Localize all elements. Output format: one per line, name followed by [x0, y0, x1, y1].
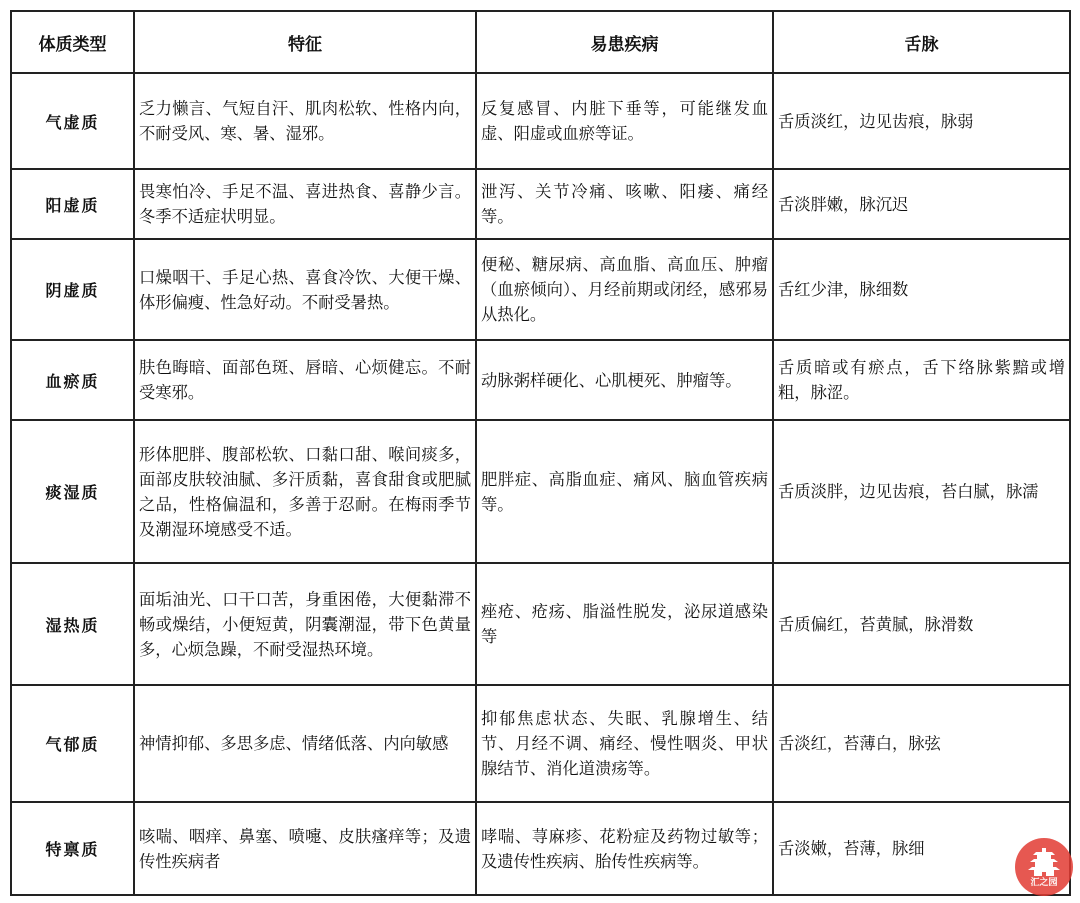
- table-row: [11, 169, 1070, 239]
- table-row: [11, 340, 1070, 420]
- header-diseases: 易患疾病: [476, 11, 773, 73]
- constitution-type: 气郁质: [11, 685, 134, 802]
- features-cell: 形体肥胖、腹部松软、口黏口甜、喉间痰多，面部皮肤较油腻、多汗质黏，喜食甜食或肥腻之品，性格偏温和，多善于忍耐。在梅雨季节及潮湿环境感受不适。: [134, 420, 476, 563]
- tongue-pulse-cell: 舌红少津，脉细数: [773, 239, 1070, 340]
- tongue-pulse-cell: 舌淡红，苔薄白，脉弦: [773, 685, 1070, 802]
- diseases-cell: 肥胖症、高脂血症、痛风、脑血管疾病等。: [476, 420, 773, 563]
- diseases-cell: 抑郁焦虑状态、失眠、乳腺增生、结节、月经不调、痛经、慢性咽炎、甲状腺结节、消化道溃疡等。: [476, 685, 773, 802]
- tongue-pulse-cell: 舌淡嫩，苔薄，脉细: [773, 802, 1070, 895]
- table-row: [11, 420, 1070, 563]
- features-cell: 口燥咽干、手足心热、喜食冷饮、大便干燥、体形偏瘦、性急好动。不耐受暑热。: [134, 239, 476, 340]
- header-type: 体质类型: [11, 11, 134, 73]
- diseases-cell: 痤疮、疮疡、脂溢性脱发，泌尿道感染等: [476, 563, 773, 685]
- table-row: [11, 802, 1070, 895]
- tongue-pulse-cell: 舌质淡红，边见齿痕，脉弱: [773, 73, 1070, 169]
- diseases-cell: 反复感冒、内脏下垂等，可能继发血虚、阳虚或血瘀等证。: [476, 73, 773, 169]
- constitution-table: [10, 10, 1071, 896]
- pagoda-icon: [1027, 847, 1061, 877]
- features-cell: 乏力懒言、气短自汗、肌肉松软、性格内向，不耐受风、寒、暑、湿邪。: [134, 73, 476, 169]
- features-cell: 面垢油光、口干口苦，身重困倦，大便黏滞不畅或燥结，小便短黄，阴囊潮湿，带下色黄量多，心烦急躁，不耐受湿热环境。: [134, 563, 476, 685]
- tongue-pulse-cell: 舌淡胖嫩，脉沉迟: [773, 169, 1070, 239]
- table-row: [11, 563, 1070, 685]
- constitution-type: 血瘀质: [11, 340, 134, 420]
- diseases-cell: 动脉粥样硬化、心肌梗死、肿瘤等。: [476, 340, 773, 420]
- features-cell: 神情抑郁、多思多虑、情绪低落、内向敏感: [134, 685, 476, 802]
- constitution-type: 湿热质: [11, 563, 134, 685]
- features-cell: 畏寒怕冷、手足不温、喜进热食、喜静少言。冬季不适症状明显。: [134, 169, 476, 239]
- header-tongue-pulse: 舌脉: [773, 11, 1070, 73]
- features-cell: 咳喘、咽痒、鼻塞、喷嚏、皮肤瘙痒等；及遗传性疾病者: [134, 802, 476, 895]
- tongue-pulse-cell: 舌质淡胖，边见齿痕，苔白腻，脉濡: [773, 420, 1070, 563]
- tongue-pulse-cell: 舌质偏红，苔黄腻，脉滑数: [773, 563, 1070, 685]
- diseases-cell: 哮喘、荨麻疹、花粉症及药物过敏等；及遗传性疾病、胎传性疾病等。: [476, 802, 773, 895]
- diseases-cell: 便秘、糖尿病、高血脂、高血压、肿瘤（血瘀倾向）、月经前期或闭经，感邪易从热化。: [476, 239, 773, 340]
- tongue-pulse-cell: 舌质暗或有瘀点，舌下络脉紫黯或增粗，脉涩。: [773, 340, 1070, 420]
- constitution-type: 气虚质: [11, 73, 134, 169]
- watermark-text: 汇之园: [1030, 877, 1058, 888]
- table-row: [11, 239, 1070, 340]
- table-row: [11, 685, 1070, 802]
- diseases-cell: 泄泻、关节冷痛、咳嗽、阳痿、痛经等。: [476, 169, 773, 239]
- constitution-type: 阳虚质: [11, 169, 134, 239]
- header-features: 特征: [134, 11, 476, 73]
- constitution-type: 阴虚质: [11, 239, 134, 340]
- table-row: [11, 73, 1070, 169]
- constitution-type: 特禀质: [11, 802, 134, 895]
- constitution-type: 痰湿质: [11, 420, 134, 563]
- features-cell: 肤色晦暗、面部色斑、唇暗、心烦健忘。不耐受寒邪。: [134, 340, 476, 420]
- watermark-logo: [1015, 838, 1073, 896]
- table-header-row: [11, 11, 1070, 73]
